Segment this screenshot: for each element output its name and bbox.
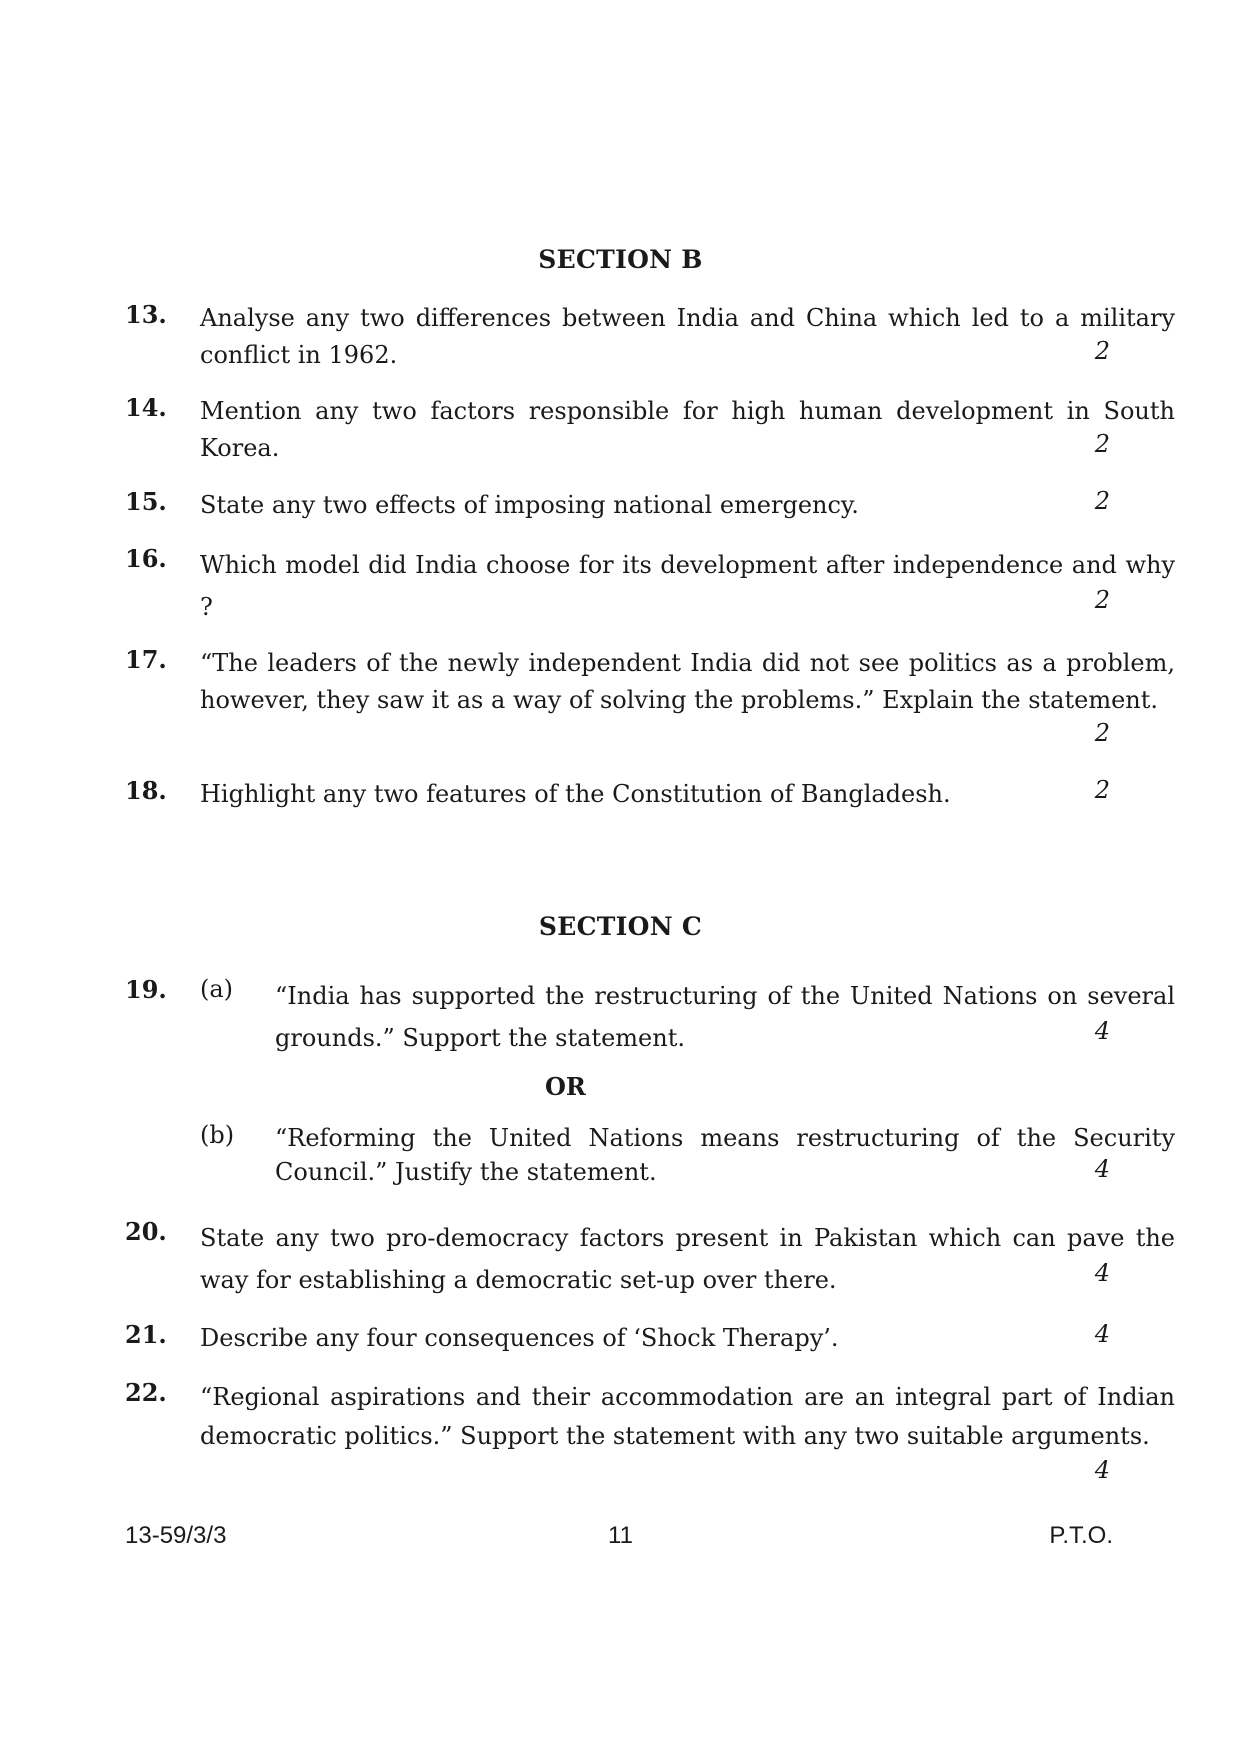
question-number: 19. <box>125 975 167 1004</box>
question-13 <box>125 300 1175 380</box>
question-17 <box>125 645 1175 760</box>
question-number: 21. <box>125 1320 167 1349</box>
question-16 <box>125 544 1175 624</box>
question-text: Highlight any two features of the Constitution of Bangladesh. <box>200 780 951 808</box>
question-number: 18. <box>125 776 167 805</box>
or-separator: OR <box>545 1072 586 1101</box>
question-number: 17. <box>125 645 167 674</box>
sub-question-b-marks: 4 <box>1094 1155 1110 1183</box>
question-text: Analyse any two differences between India and China which led to a military conflict in 1962. <box>200 304 1175 369</box>
section-b-heading: SECTION B <box>538 245 703 274</box>
question-text: “The leaders of the newly independent India did not see politics as a problem, however, they saw it as a way of solving the problems.” Explain the statement. <box>200 649 1175 714</box>
sub-question-a-marks: 4 <box>1094 1017 1110 1045</box>
paper-code: 13-59/3/3 <box>125 1522 227 1549</box>
question-number: 15. <box>125 487 167 516</box>
please-turn-over: P.T.O. <box>1049 1522 1113 1549</box>
question-text: State any two pro-democracy factors present in Pakistan which can pave the way for establishing a democratic set-up over there. <box>200 1224 1175 1294</box>
question-marks: 2 <box>1094 719 1110 747</box>
sub-question-b-text: “Reforming the United Nations means restructuring of the Security Council.” Justify the statement. <box>275 1124 1175 1186</box>
question-marks: 4 <box>1094 1456 1110 1484</box>
section-c-heading: SECTION C <box>538 912 703 941</box>
question-18 <box>125 776 1110 816</box>
question-text: State any two effects of imposing national emergency. <box>200 491 859 519</box>
question-number: 22. <box>125 1378 167 1407</box>
question-text: Mention any two factors responsible for high human development in South Korea. <box>200 397 1175 462</box>
question-text: Describe any four consequences of ‘Shock Therapy’. <box>200 1324 839 1352</box>
question-marks: 2 <box>1094 586 1110 614</box>
page-number: 11 <box>608 1522 633 1549</box>
question-marks: 2 <box>1094 487 1110 515</box>
question-21 <box>125 1320 1110 1360</box>
sub-label-b: (b) <box>200 1121 235 1149</box>
question-22 <box>125 1378 1175 1498</box>
question-marks: 2 <box>1094 337 1110 365</box>
question-19 <box>125 975 1175 1186</box>
question-marks: 2 <box>1094 776 1110 804</box>
question-number: 13. <box>125 300 167 329</box>
question-number: 16. <box>125 544 167 573</box>
question-number: 14. <box>125 393 167 422</box>
question-marks: 4 <box>1094 1259 1110 1287</box>
question-marks: 4 <box>1094 1320 1110 1348</box>
sub-label-a: (a) <box>200 975 234 1003</box>
question-14 <box>125 393 1175 473</box>
question-15 <box>125 487 1110 527</box>
question-marks: 2 <box>1094 430 1110 458</box>
sub-question-a-text: “India has supported the restructuring of the United Nations on several grounds.” Support the statement. <box>275 982 1175 1052</box>
question-text: Which model did India choose for its development after independence and why ? <box>200 551 1175 621</box>
question-text: “Regional aspirations and their accommodation are an integral part of Indian democratic politics.” Support the statement with any two suitable arguments. <box>200 1383 1175 1450</box>
question-number: 20. <box>125 1217 167 1246</box>
question-20 <box>125 1217 1175 1302</box>
